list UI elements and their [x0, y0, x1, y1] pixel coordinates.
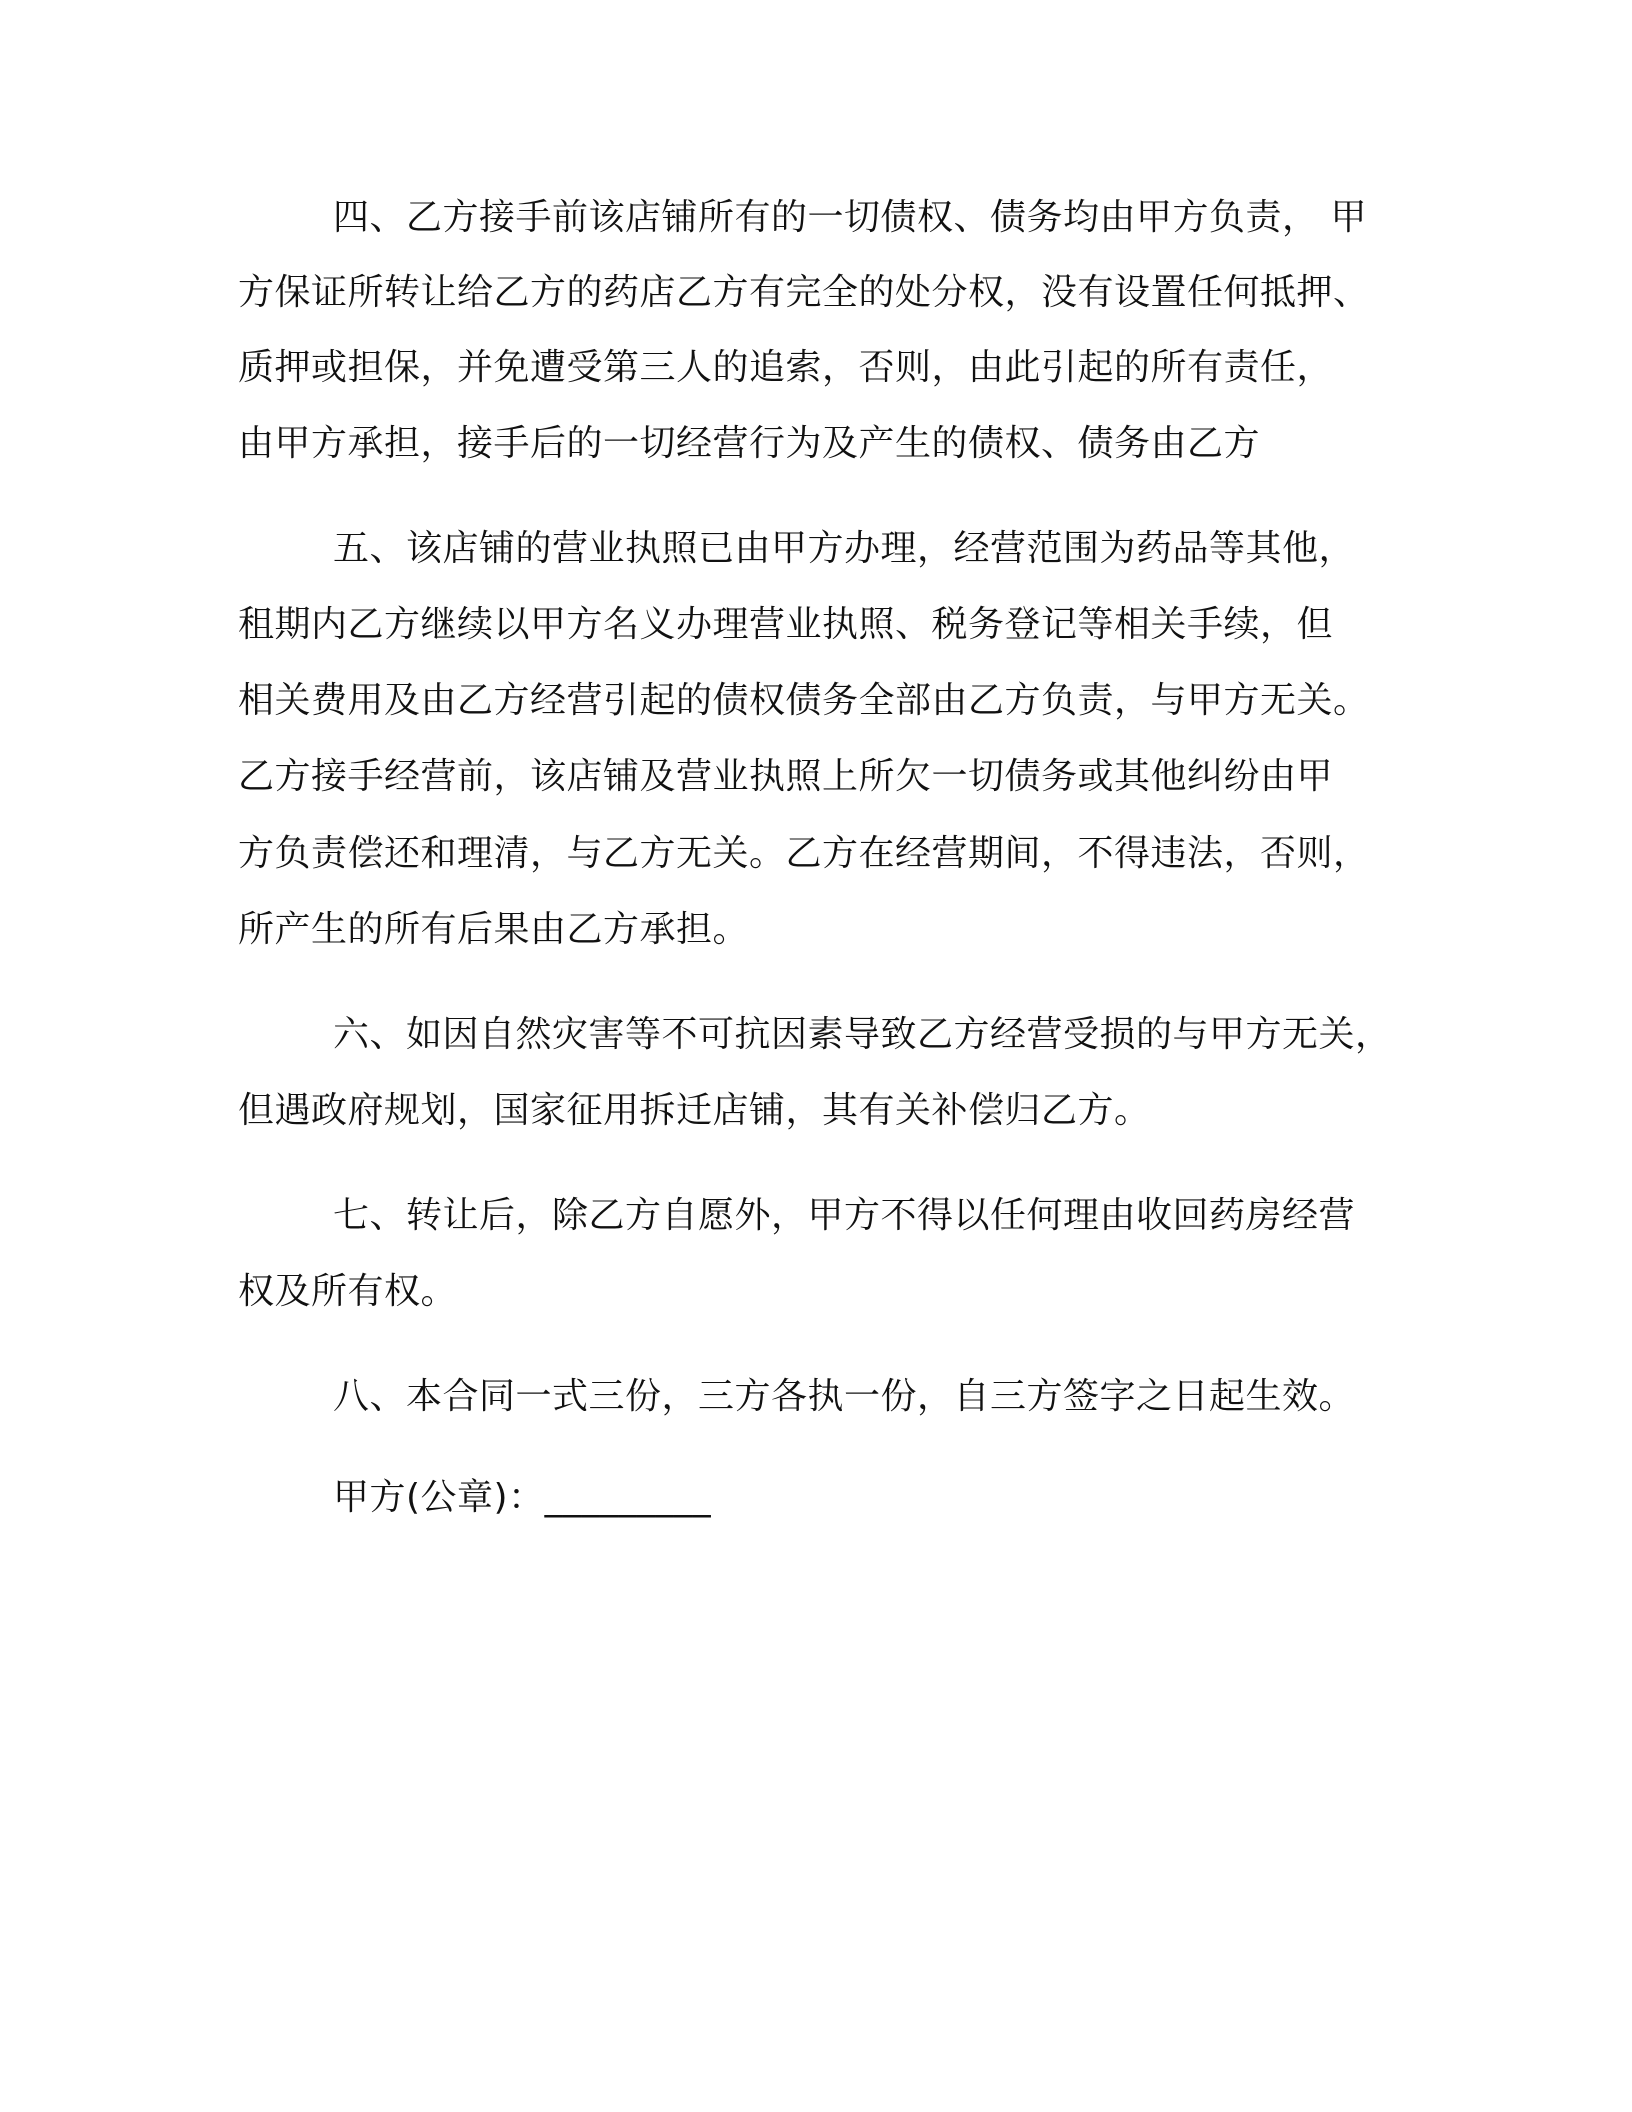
- party-a-seal-line: 甲方(公章)：_________: [333, 1477, 712, 1518]
- clause-4-line-2: 方保证所转让给乙方的药店乙方有完全的处分权，没有设置任何抵押、: [238, 272, 1370, 313]
- clause-5-line-3: 相关费用及由乙方经营引起的债权债务全部由乙方负责，与甲方无关。: [238, 680, 1370, 721]
- clause-6-line-2: 但遇政府规划，国家征用拆迁店铺，其有关补偿归乙方。: [238, 1090, 1151, 1131]
- clause-5-line-6: 所产生的所有后果由乙方承担。: [238, 909, 750, 950]
- clause-4-line-1: 四、乙方接手前该店铺所有的一切债权、债务均由甲方负责， 甲: [333, 197, 1367, 238]
- clause-4-line-4: 由甲方承担，接手后的一切经营行为及产生的债权、债务由乙方: [238, 423, 1261, 464]
- clause-7-line-1: 七、转让后，除乙方自愿外，甲方不得以任何理由收回药房经营: [333, 1195, 1356, 1236]
- clause-5-line-2: 租期内乙方继续以甲方名义办理营业执照、税务登记等相关手续，但: [238, 604, 1334, 645]
- clause-5-line-4: 乙方接手经营前，该店铺及营业执照上所欠一切债务或其他纠纷由甲: [238, 756, 1334, 797]
- clause-5-line-5: 方负责偿还和理清，与乙方无关。乙方在经营期间，不得违法，否则，: [238, 833, 1370, 874]
- clause-8-line-1: 八、本合同一式三份，三方各执一份，自三方签字之日起生效。: [333, 1376, 1356, 1417]
- clause-4-line-3: 质押或担保，并免遭受第三人的追索，否则，由此引起的所有责任，: [238, 347, 1334, 388]
- clause-7-line-2: 权及所有权。: [238, 1271, 458, 1312]
- clause-5-line-1: 五、该店铺的营业执照已由甲方办理，经营范围为药品等其他，: [333, 528, 1356, 569]
- clause-6-line-1: 六、如因自然灾害等不可抗因素导致乙方经营受损的与甲方无关，: [333, 1014, 1392, 1055]
